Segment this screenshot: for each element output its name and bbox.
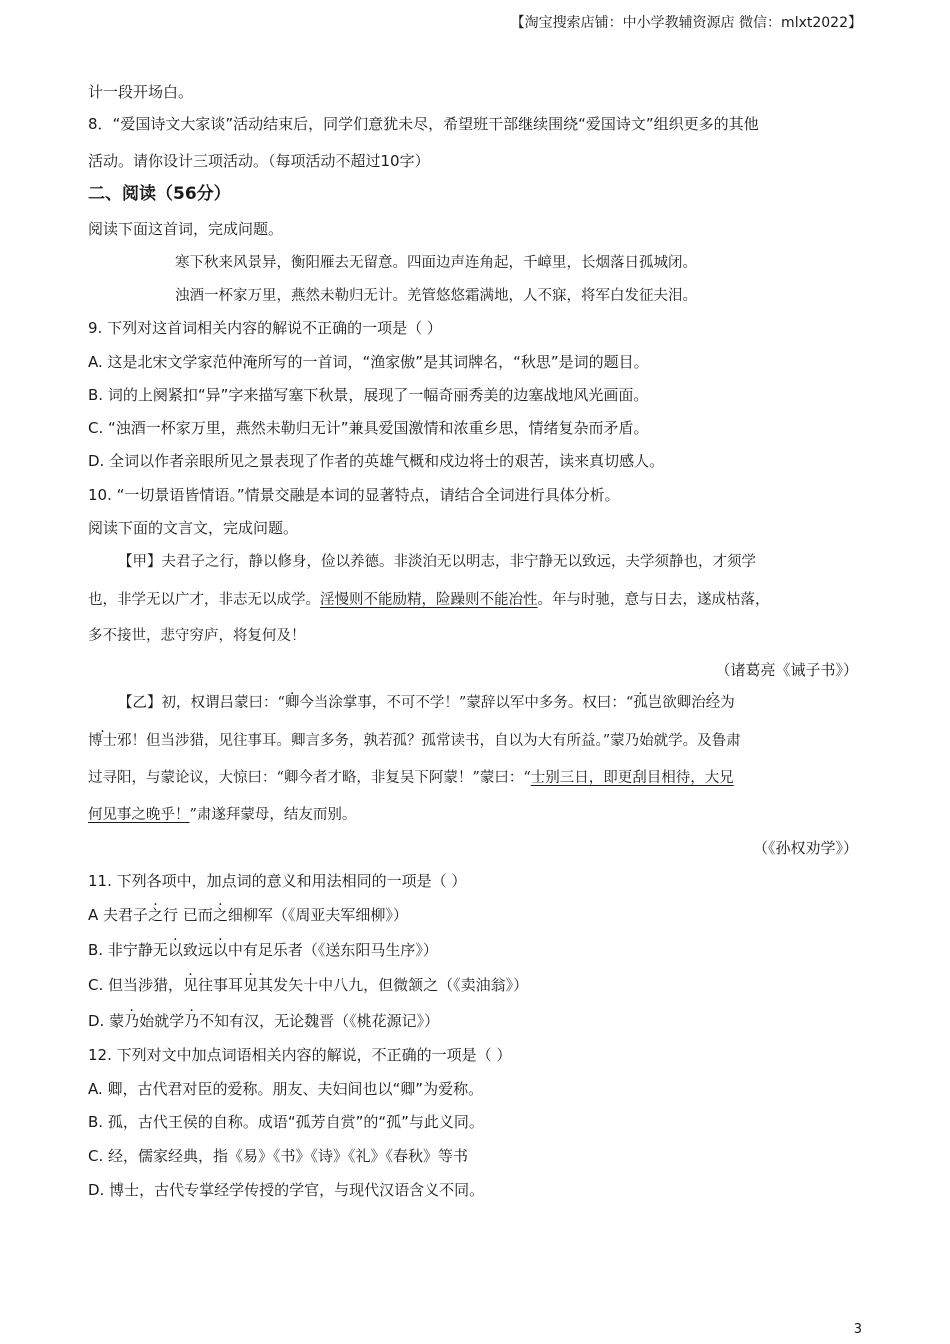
dotted-word: 经	[705, 695, 721, 711]
reading-intro: 阅读下面的文言文，完成问题。	[88, 519, 299, 537]
dotted-word: 孤	[633, 695, 648, 711]
underlined-sentence: 何见事之晚乎！	[88, 807, 190, 823]
dotted-word: 之	[212, 906, 228, 924]
passage-yi-line: 【乙】初，权谓吕蒙曰：“卿今当涂掌事，不可不学！”蒙辞以军中多务。权曰：“孤岂欲卿治经为	[118, 695, 735, 711]
dotted-word: 以	[167, 941, 183, 959]
section-heading: 二、阅读（56分）	[88, 184, 231, 204]
underlined-sentence: 士别三日，即更刮目相待，大兄	[530, 770, 734, 786]
dotted-word: 见	[243, 976, 259, 994]
passage-yi-line: 何见事之晚乎！”肃遂拜蒙母，结友而别。	[88, 807, 357, 823]
source-citation: （诸葛亮《诫子书》）	[715, 661, 858, 679]
option-d: D. 全词以作者亲眼所见之景表现了作者的英雄气概和戍边将士的艰苦，读来真切感人。	[88, 452, 665, 470]
option-b: B. 词的上阕紧扣“异”字来描写塞下秋景，展现了一幅奇丽秀美的边塞战地风光画面。	[88, 386, 649, 404]
passage-jia-line: 也，非学无以广才，非志无以成学。淫慢则不能励精，险躁则不能冶性。年与时驰，意与日去，遂成枯落，	[88, 592, 770, 608]
dotted-word: 见	[183, 976, 199, 994]
question-8: 8．“爱国诗文大家谈”活动结束后，同学们意犹未尽，希望班干部继续围绕“爱国诗文”组织更多的其他	[88, 115, 759, 133]
option-c: C. “浊酒一杯家万里，燕然未勒归无计”兼具爱国激情和浓重乡思，情绪复杂而矛盾。	[88, 419, 649, 437]
question-10: 10. “一切景语皆情语。”情景交融是本词的显著特点，请结合全词进行具体分析。	[88, 486, 620, 504]
dotted-word: 以	[212, 941, 228, 959]
dotted-word: 乃	[184, 1012, 200, 1030]
reading-intro: 阅读下面这首词，完成问题。	[88, 220, 284, 238]
passage-jia-line: 多不接世，悲守穷庐，将复何及！	[88, 628, 306, 644]
option-d: D. 博士，古代专掌经学传授的学官，与现代汉语含义不同。	[88, 1181, 485, 1199]
page-number: 3	[853, 1322, 862, 1337]
passage-yi-line: 过寻阳，与蒙论议，大惊曰：“卿今者才略，非复吴下阿蒙！”蒙曰：“士别三日，即更刮目相待，大兄	[88, 770, 734, 786]
question-9: 9. 下列对这首词相关内容的解说不正确的一项是（ ）	[88, 319, 442, 337]
poem-line: 寒下秋来风景异，衡阳雁去无留意。四面边声连角起，千嶂里，长烟落日孤城闭。	[175, 255, 697, 271]
question-12: 12. 下列对文中加点词语相关内容的解说，不正确的一项是（ ）	[88, 1046, 512, 1064]
dotted-word: 乃	[124, 1012, 140, 1030]
source-citation: （《孙权劝学》）	[752, 839, 858, 857]
question-11: 11. 下列各项中，加点词的意义和用法相同的一项是（ ）	[88, 872, 467, 890]
option-b: B. 孤，古代王侯的自称。成语“孤芳自赏”的“孤”与此义同。	[88, 1113, 484, 1131]
option-b: B. 非宁静无以致远以中有足乐者（《送东阳马生序》）	[88, 941, 438, 959]
option-c: C. 经，儒家经典，指《易》《书》《诗》《礼》《春秋》等书	[88, 1147, 469, 1165]
underlined-sentence: 淫慢则不能励精，险躁则不能冶性	[320, 592, 538, 608]
dotted-word: 之	[148, 906, 164, 924]
text-line: 计一段开场白。	[88, 83, 194, 101]
option-c: C. 但当涉猎，见往事耳见其发矢十中八九，但微颔之（《卖油翁》）	[88, 976, 529, 994]
option-a: A. 卿，古代君对臣的爱称。朋友、夫妇间也以“卿”为爱称。	[88, 1080, 484, 1098]
dotted-word: 博士	[88, 733, 117, 749]
passage-yi-line: 博士邪！但当涉猎，见往事耳。卿言多务，孰若孤？孤常读书，自以为大有所益。”蒙乃始就学。及鲁肃	[88, 733, 741, 749]
poem-line: 浊酒一杯家万里，燕然未勒归无计。羌管悠悠霜满地，人不寐，将军白发征夫泪。	[175, 288, 697, 304]
dotted-word: 卿	[284, 695, 300, 711]
option-d: D. 蒙乃始就学乃不知有汉，无论魏晋（《桃花源记》）	[88, 1012, 440, 1030]
option-a: A 夫君子之行 已而之细柳军（《周亚夫军细柳》）	[88, 906, 408, 924]
text-line: 活动。请你设计三项活动。（每项活动不超过10字）	[88, 152, 430, 170]
passage-jia-line: 【甲】夫君子之行，静以修身，俭以养德。非淡泊无以明志，非宁静无以致远，夫学须静也，才须学	[118, 554, 756, 570]
header-banner: 【淘宝搜索店铺：中小学教辅资源店 微信：mlxt2022】	[510, 15, 862, 31]
option-a: A. 这是北宋文学家范仲淹所写的一首词，“渔家傲”是其词牌名，“秋思”是词的题目。	[88, 353, 649, 371]
